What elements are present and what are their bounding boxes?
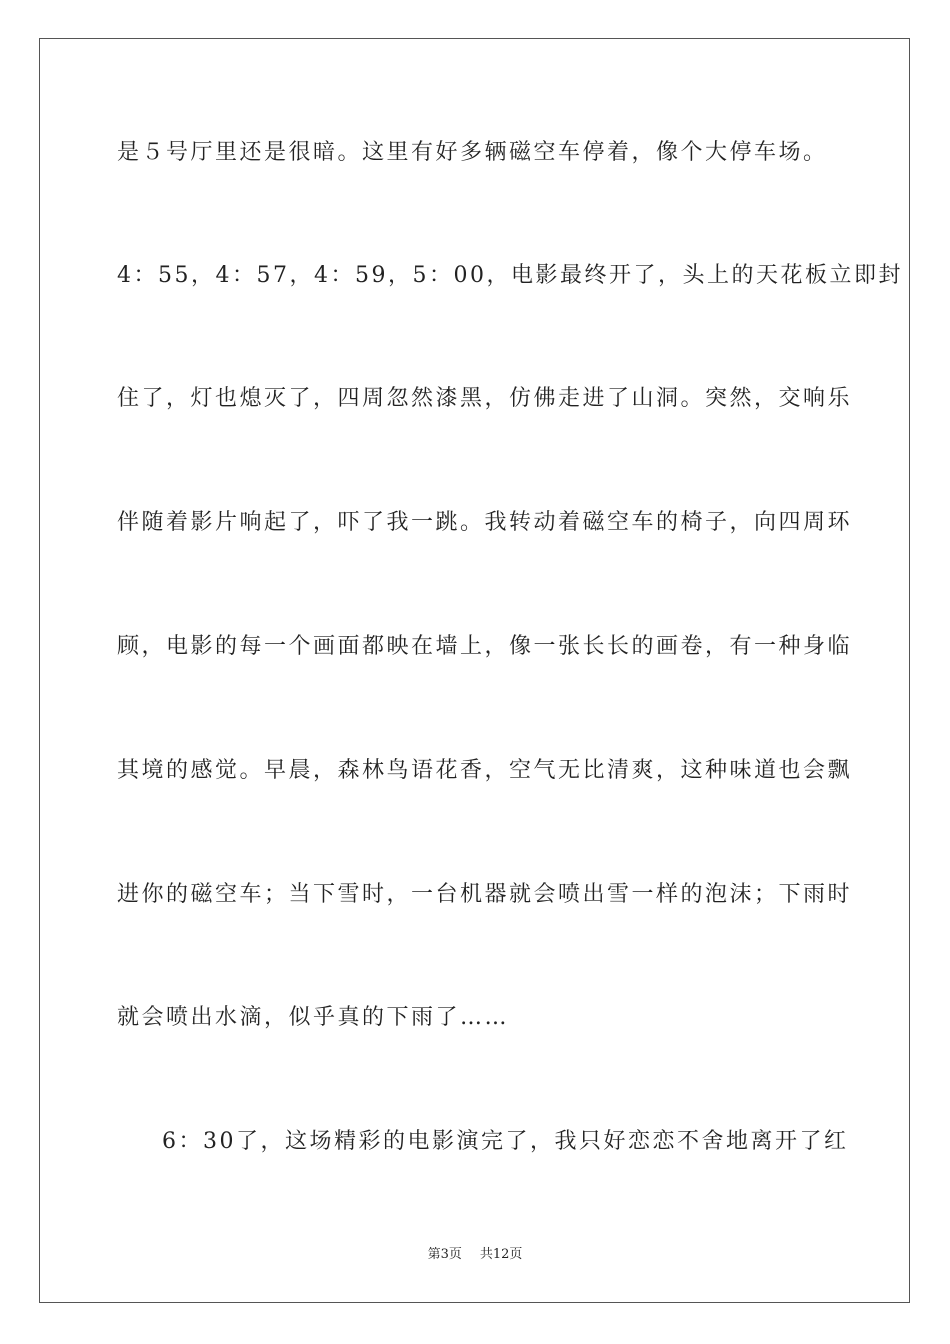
text-line-8: 就会喷出水滴，似乎真的下雨了…… — [117, 1005, 510, 1030]
text-line-2: 4：55，4：57，4：59，5：00，电影最终开了，头上的天花板立即封 — [117, 263, 903, 288]
text-line-7: 进你的磁空车；当下雪时，一台机器就会喷出雪一样的泡沫；下雨时 — [117, 882, 853, 907]
text-line-9: 6：30了，这场精彩的电影演完了，我只好恋恋不舍地离开了红 — [162, 1129, 849, 1154]
page-footer — [0, 1246, 950, 1264]
page-number: 第3页 — [427, 1247, 462, 1262]
text-line-1: 是５号厅里还是很暗。这里有好多辆磁空车停着，像个大停车场。 — [117, 140, 828, 165]
page-total: 共12页 — [479, 1247, 523, 1262]
text-line-5: 顾，电影的每一个画面都映在墙上，像一张长长的画卷，有一种身临 — [117, 634, 853, 659]
text-line-3: 住了，灯也熄灭了，四周忽然漆黑，仿佛走进了山洞。突然，交响乐 — [117, 386, 853, 411]
text-line-6: 其境的感觉。早晨，森林鸟语花香，空气无比清爽，这种味道也会飘 — [117, 758, 853, 783]
text-line-4: 伴随着影片响起了，吓了我一跳。我转动着磁空车的椅子，向四周环 — [117, 510, 853, 535]
page-border — [39, 38, 910, 1303]
